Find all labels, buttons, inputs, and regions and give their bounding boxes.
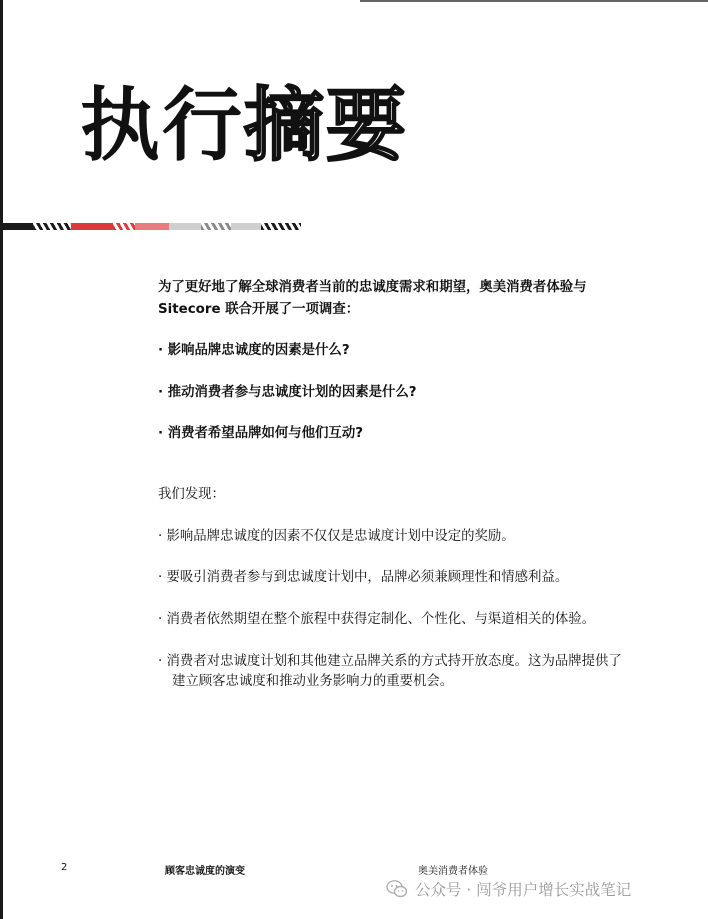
finding-item: · 影响品牌忠诚度的因素不仅仅是忠诚度计划中设定的奖励。 — [158, 529, 515, 544]
stripe-segment — [261, 223, 301, 230]
stripe-segment — [3, 223, 33, 230]
intro-paragraph: 为了更好地了解全球消费者当前的忠诚度需求和期望，奥美消费者体验与 Sitecore 联合开展了一项调查： — [158, 280, 587, 317]
stripe-segment — [201, 223, 231, 230]
page-border-top — [360, 0, 708, 2]
page-title — [80, 78, 408, 174]
question-item: · 消费者希望品牌如何与他们互动? — [158, 426, 363, 441]
footer-brand: 奥美消费者体验 — [418, 866, 488, 877]
question-item: · 影响品牌忠诚度的因素是什么? — [158, 343, 350, 358]
stripe-segment — [113, 223, 135, 230]
stripe-segment — [135, 223, 169, 230]
title-solid: 执行 — [80, 79, 244, 172]
finding-item: · 消费者对忠诚度计划和其他建立品牌关系的方式持开放态度。这为品牌提供了建立顾客忠诚度和推动业务影响力的重要机会。 — [158, 654, 622, 689]
decorative-stripe-bar — [3, 223, 301, 230]
stripe-segment — [33, 223, 71, 230]
findings-label: 我们发现： — [158, 487, 225, 502]
finding-item: · 消费者依然期望在整个旅程中获得定制化、个性化、与渠道相关的体验。 — [158, 612, 596, 627]
stripe-segment — [71, 223, 113, 230]
wechat-icon — [385, 877, 409, 901]
page-border-left — [0, 0, 3, 919]
watermark — [385, 878, 695, 900]
stripe-segment — [231, 223, 261, 230]
title-outline: 摘要 — [244, 79, 408, 172]
stripe-segment — [169, 223, 201, 230]
page-number: 2 — [61, 862, 68, 873]
question-item: · 推动消费者参与忠诚度计划的因素是什么? — [158, 385, 417, 400]
watermark-text: 公众号 · 闯爷用户增长实战笔记 — [415, 881, 632, 899]
footer-document-title: 顾客忠诚度的演变 — [165, 866, 245, 877]
finding-item: · 要吸引消费者参与到忠诚度计划中，品牌必须兼顾理性和情感利益。 — [158, 570, 569, 585]
